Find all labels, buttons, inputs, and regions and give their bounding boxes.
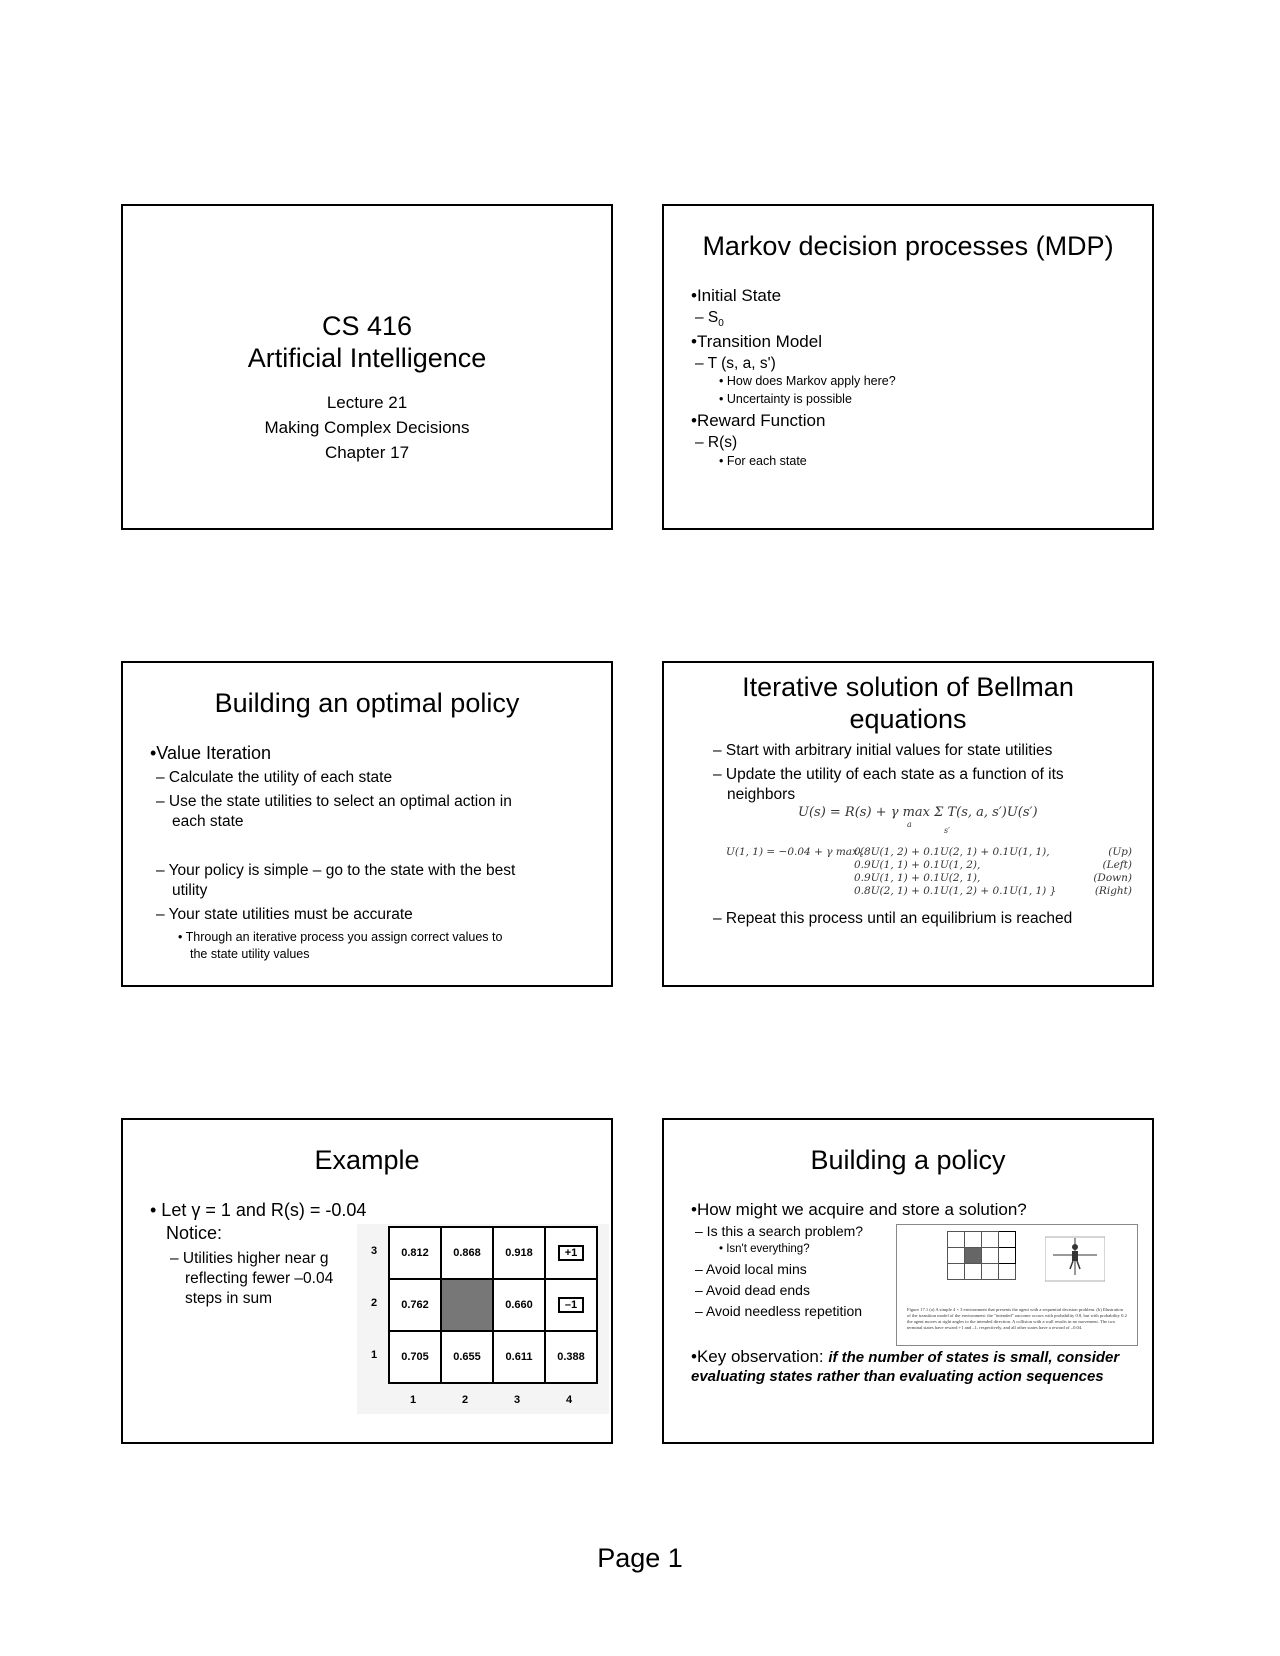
bullet: •Initial State [691, 286, 782, 305]
sub-bullet-cont: reflecting fewer –0.04 [185, 1270, 334, 1287]
slide-heading: Building an optimal policy [214, 688, 520, 718]
col-label: 2 [462, 1394, 469, 1406]
expansion-line: 0.8U(2, 1) + 0.1U(1, 2) + 0.1U(1, 1) } [854, 885, 1057, 897]
bullet: •Value Iteration [150, 743, 272, 763]
agent-transition-icon [1045, 1233, 1105, 1283]
sub-bullet: – T (s, a, s') [695, 355, 776, 372]
grid-cell: 0.655 [441, 1331, 493, 1383]
bellman-equation: U(s) = R(s) + γ max Σ T(s, a, s′)U(s′) [798, 805, 1038, 820]
sub-bullet: – R(s) [695, 434, 738, 451]
sub-bullet: – Utilities higher near g [170, 1250, 329, 1267]
bullet: •Reward Function [691, 411, 826, 430]
sub-bullet: – Avoid needless repetition [695, 1303, 863, 1319]
col-label: 3 [514, 1394, 521, 1406]
grid-cell-terminal [545, 1227, 597, 1279]
sub-sub-bullet-cont: the state utility values [190, 947, 310, 961]
expansion-line: 0.9U(1, 1) + 0.1U(2, 1), [854, 872, 981, 884]
grid-cell: 0.388 [545, 1331, 597, 1383]
row-label: 1 [371, 1349, 378, 1361]
bullet: • Let γ = 1 and R(s) = -0.04 [150, 1200, 367, 1220]
sub-bullet: – Is this a search problem? [695, 1223, 864, 1239]
sub-sub-bullet: • How does Markov apply here? [719, 374, 896, 388]
sub-bullet: – Use the state utilities to select an optimal action in [156, 793, 512, 810]
sub-bullet: – Your policy is simple – go to the state with the best [156, 862, 516, 879]
chapter-label: Chapter 17 [324, 443, 410, 462]
slide-title [121, 204, 613, 530]
expansion-line: 0.9U(1, 1) + 0.1U(1, 2), [854, 859, 981, 871]
bullet-cont: Notice: [166, 1223, 223, 1243]
terminal-negative: –1 [558, 1297, 584, 1313]
direction-label: (Right) [1094, 885, 1132, 897]
slide-heading: Example [314, 1145, 420, 1175]
sub-bullet: – Your state utilities must be accurate [156, 906, 413, 923]
grid-cell-wall [441, 1279, 493, 1331]
slide-building-policy [662, 1118, 1154, 1444]
grid-cell: 0.762 [389, 1279, 441, 1331]
sub-bullet-cont: steps in sum [185, 1290, 273, 1307]
bullet-cont: neighbors [727, 786, 796, 803]
slide-heading: Iterative solution of Bellman [742, 672, 1074, 702]
sub-bullet-cont: each state [172, 813, 244, 830]
direction-label: (Up) [1108, 846, 1132, 858]
sub-bullet: – $S_0$ [695, 309, 724, 330]
terminal-positive: +1 [558, 1245, 585, 1261]
slide-example [121, 1118, 613, 1444]
sub-sub-bullet: • For each state [719, 454, 807, 468]
bullet: •Transition Model [691, 332, 822, 351]
bullet: – Repeat this process until an equilibrium is reached [713, 910, 1073, 927]
course-title: CS 416 [321, 311, 413, 341]
figure-caption: Figure 17.1 (a) A simple 4 × 3 environment that presents the agent with a sequential decision problem. (b) Illustration of the transition model of the environment: the "intended" outcome occurs with probability 0.8, but with probability 0.2 the agent moves at right angles to the intended direction. A collision with a wall results in no movement. The two terminal states have reward +1 and –1, respectively, and all other states have a reward of –0.04. [907, 1307, 1127, 1330]
slide-heading: Building a policy [810, 1145, 1006, 1175]
sub-bullet: – Avoid local mins [695, 1261, 807, 1277]
expansion-lead: U(1, 1) = −0.04 + γ max{ [726, 846, 865, 858]
slide-heading: Markov decision processes (MDP) [702, 231, 1114, 261]
col-label: 1 [410, 1394, 417, 1406]
course-subtitle: Artificial Intelligence [247, 343, 487, 373]
grid-table [388, 1226, 598, 1384]
slide-heading-cont: equations [849, 704, 967, 734]
grid-cell: 0.705 [389, 1331, 441, 1383]
sub-bullet: – Calculate the utility of each state [156, 769, 393, 786]
sub-bullet: – Avoid dead ends [695, 1282, 810, 1298]
slide-mdp [662, 204, 1154, 530]
col-label: 4 [566, 1394, 573, 1406]
row-label: 2 [371, 1297, 378, 1309]
lecture-topic: Making Complex Decisions [264, 418, 470, 437]
grid-cell: 0.868 [441, 1227, 493, 1279]
figure-grid [947, 1231, 1016, 1280]
slide-optimal-policy [121, 661, 613, 987]
bullet: – Start with arbitrary initial values for state utilities [713, 742, 1053, 759]
grid-cell-terminal [545, 1279, 597, 1331]
bullet: •How might we acquire and store a solution? [691, 1200, 1027, 1219]
expansion-line: 0.8U(1, 2) + 0.1U(2, 1) + 0.1U(1, 1), [854, 846, 1050, 858]
key-observation-cont: evaluating states rather than evaluating action sequences [691, 1368, 1104, 1385]
lecture-number: Lecture 21 [326, 393, 408, 412]
page-number: Page 1 [597, 1543, 683, 1573]
sub-sub-bullet: • Uncertainty is possible [719, 392, 852, 406]
slide-bellman [662, 661, 1154, 987]
formula-subscript: a [907, 820, 912, 829]
grid-cell: 0.918 [493, 1227, 545, 1279]
row-label: 3 [371, 1245, 378, 1257]
grid-cell: 0.611 [493, 1331, 545, 1383]
sub-bullet-cont: utility [172, 882, 208, 899]
sub-sub-bullet: • Isn't everything? [719, 1243, 810, 1255]
direction-label: (Left) [1102, 859, 1132, 871]
sub-sub-bullet: • Through an iterative process you assign correct values to [178, 930, 503, 944]
direction-label: (Down) [1093, 872, 1132, 884]
key-observation: •Key observation: if the number of states is small, consider [691, 1347, 1120, 1366]
formula-subscript: s′ [944, 826, 950, 835]
bullet: – Update the utility of each state as a function of its [713, 766, 1064, 783]
utility-grid [357, 1224, 609, 1414]
grid-cell: 0.812 [389, 1227, 441, 1279]
grid-cell: 0.660 [493, 1279, 545, 1331]
textbook-figure [896, 1224, 1138, 1346]
